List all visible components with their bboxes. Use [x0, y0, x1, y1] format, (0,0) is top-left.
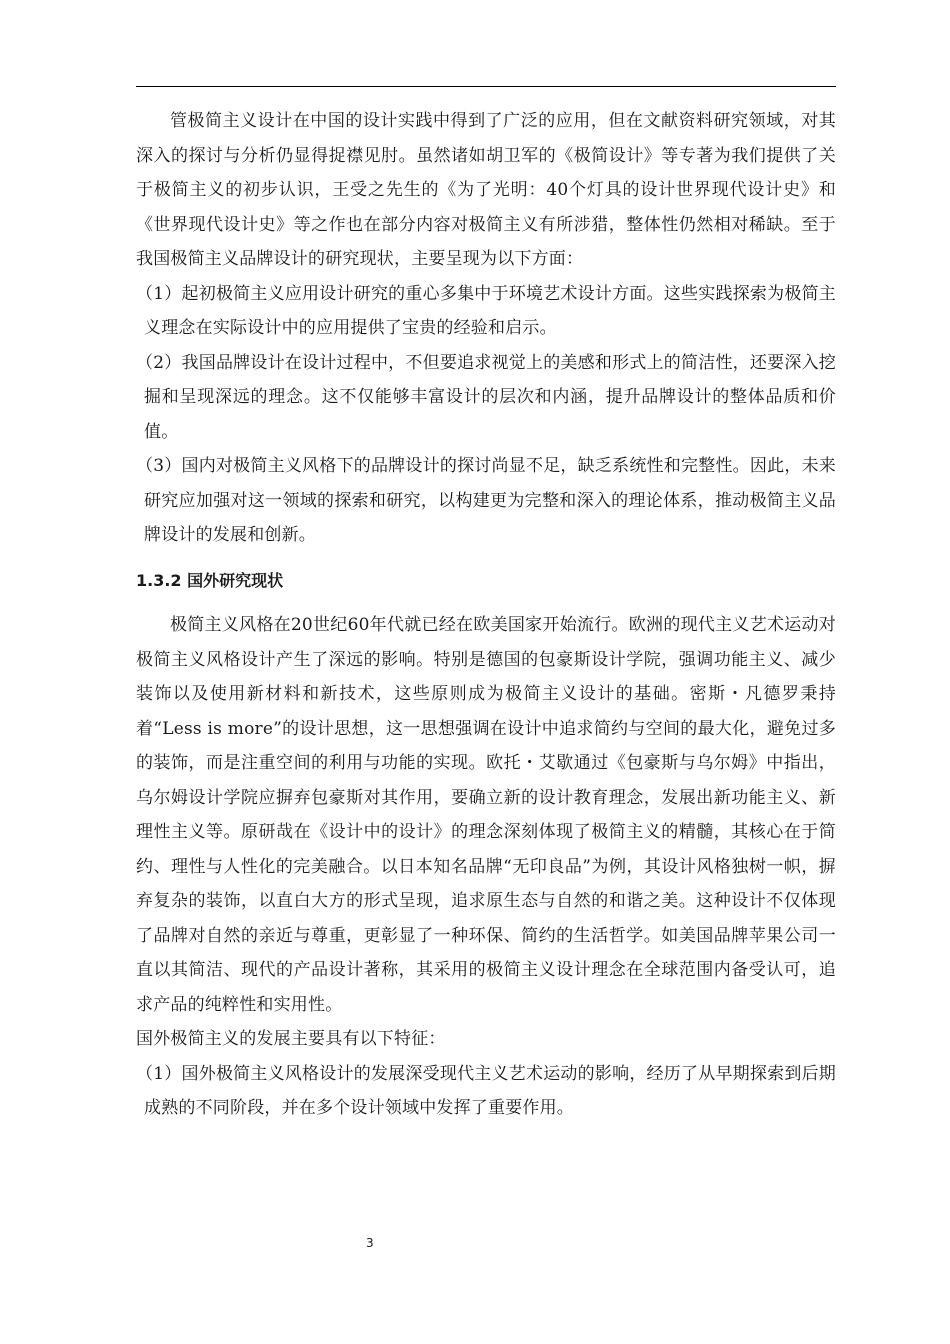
- list-item: （1）国外极简主义风格设计的发展深受现代主义艺术运动的影响，经历了从早期探索到后期成熟的不同阶段，并在多个设计领域中发挥了重要作用。: [136, 1063, 836, 1118]
- page-number: 3: [366, 1236, 374, 1250]
- paragraph-domestic-intro: 管极简主义设计在中国的设计实践中得到了广泛的应用，但在文献资料研究领域，对其深入的探讨与分析仍显得捉襟见肘。虽然诸如胡卫军的《极简设计》等专著为我们提供了关于极简主义的初步认识，王受之先生的《为了光明：40个灯具的设计世界现代设计史》和《世界现代设计史》等之作也在部分内容对极简主义有所涉猎，整体性仍然相对稀缺。至于我国极简主义品牌设计的研究现状，主要呈现为以下方面：: [136, 111, 836, 269]
- section-heading: 1.3.2 国外研究现状: [136, 570, 284, 590]
- list-item: （1）起初极简主义应用设计研究的重心多集中于环境艺术设计方面。这些实践探索为极简主义理念在实际设计中的应用提供了宝贵的经验和启示。: [136, 283, 836, 338]
- list-item: （2）我国品牌设计在设计过程中，不但要追求视觉上的美感和形式上的简洁性，还要深入挖掘和呈现深远的理念。这不仅能够丰富设计的层次和内涵，提升品牌设计的整体品质和价值。: [136, 352, 836, 442]
- header-rule: [136, 86, 836, 87]
- paragraph-foreign-intro: 极简主义风格在20世纪60年代就已经在欧美国家开始流行。欧洲的现代主义艺术运动对极简主义风格设计产生了深远的影响。特别是德国的包豪斯设计学院，强调功能主义、减少装饰以及使用新材料和新技术，这些原则成为极简主义设计的基础。密斯・凡德罗秉持着“Less is more”的设计思想，这一思想强调在设计中追求简约与空间的最大化，避免过多的装饰，而是注重空间的利用与功能的实现。欧托・艾歇通过《包豪斯与乌尔姆》中指出，乌尔姆设计学院应摒弃包豪斯对其作用，要确立新的设计教育理念，发展出新功能主义、新理性主义等。原研哉在《设计中的设计》的理念深刻体现了极简主义的精髓，其核心在于简约、理性与人性化的完美融合。以日本知名品牌“无印良品”为例，其设计风格独树一帜，摒弃复杂的装饰，以直白大方的形式呈现，追求原生态与自然的和谐之美。这种设计不仅体现了品牌对自然的亲近与尊重，更彰显了一种环保、简约的生活哲学。如美国品牌苹果公司一直以其简洁、现代的产品设计著称，其采用的极简主义设计理念在全球范围内备受认可，追求产品的纯粹性和实用性。: [136, 615, 836, 1015]
- list-item: （3）国内对极简主义风格下的品牌设计的探讨尚显不足，缺乏系统性和完整性。因此，未来研究应加强对这一领域的探索和研究，以构建更为完整和深入的理论体系，推动极简主义品牌设计的发展和创新。: [136, 456, 836, 545]
- body-text: [136, 104, 836, 1126]
- paragraph-foreign-features: 国外极简主义的发展主要具有以下特征：: [136, 1029, 446, 1049]
